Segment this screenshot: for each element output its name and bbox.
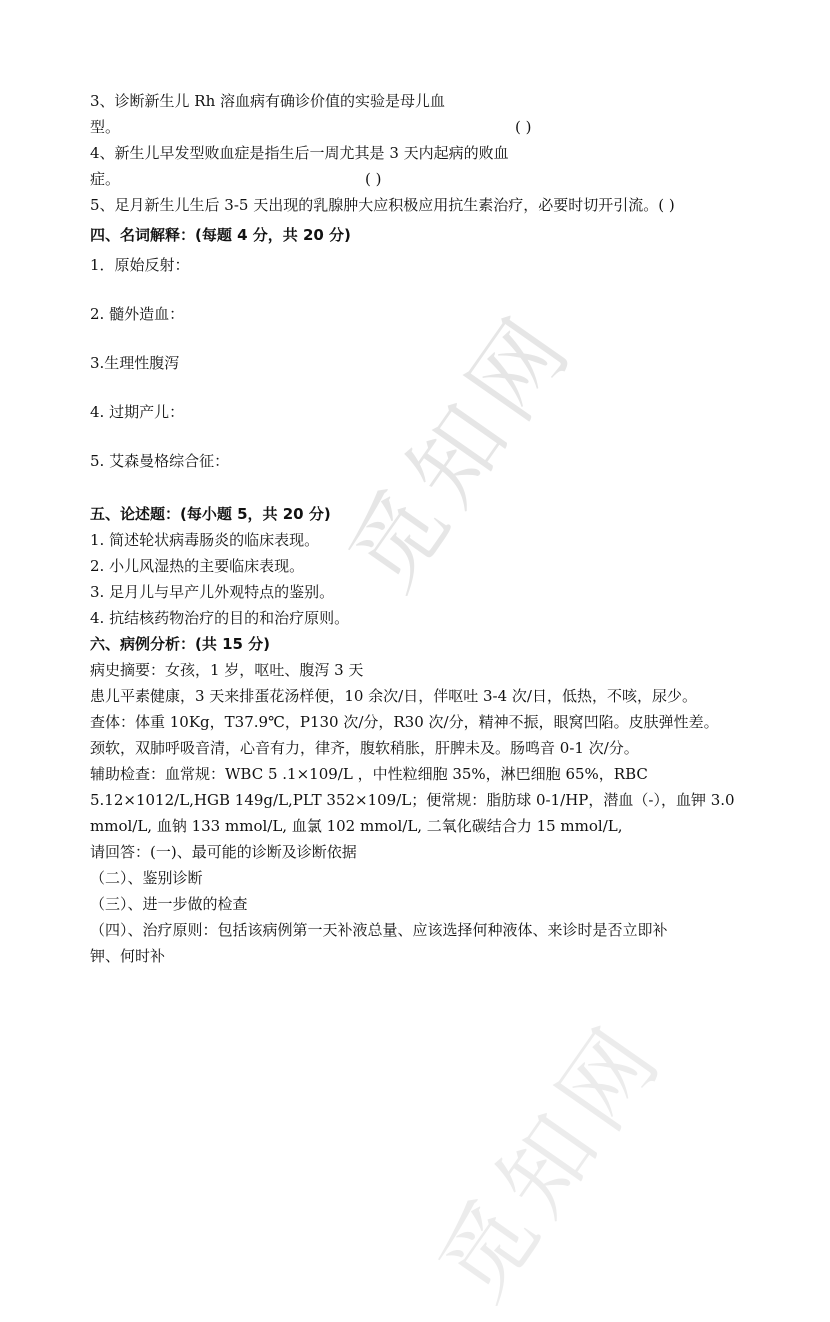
case-question-4: （四）、治疗原则：包括该病例第一天补液总量、应该选择何种液体、来诊时是否立即补 (90, 921, 668, 939)
case-question-3: （三）、进一步做的检查 (90, 895, 248, 913)
essay-item-3: 3. 足月儿与早产儿外观特点的鉴别。 (90, 583, 335, 601)
judge-q5: 5、足月新生儿生后 3-5 天出现的乳腺肿大应积极应用抗生素治疗，必要时切开引流。( ) (90, 196, 675, 214)
judge-q4-answer-blank: ( ) (365, 170, 382, 188)
case-question-1: 请回答：(一)、最可能的诊断及诊断依据 (90, 843, 357, 861)
case-question-4-cont: 钾、何时补 (90, 947, 166, 965)
case-line-6: 5.12×1012/L,HGB 149g/L,PLT 352×109/L；便常规：脂肪球 0-1/HP，潜血（-），血钾 3.0 (90, 791, 735, 809)
essay-item-4: 4. 抗结核药物治疗的目的和治疗原则。 (90, 609, 350, 627)
section-case-heading: 六、病例分析：(共 15 分) (90, 635, 271, 653)
section-essay-heading: 五、论述题：(每小题 5，共 20 分) (90, 505, 331, 523)
judge-q4-line2 (90, 166, 750, 192)
judge-q3-line1: 3、诊断新生儿 Rh 溶血病有确诊价值的实验是母儿血 (90, 92, 446, 110)
case-line-3: 查体：体重 10Kg，T37.9℃，P130 次/分，R30 次/分，精神不振，眼窝凹陷。皮肤弹性差。 (90, 713, 719, 731)
case-line-7: mmol/L, 血钠 133 mmol/L, 血氯 102 mmol/L, 二氧化碳结合力 15 mmol/L, (90, 817, 623, 835)
case-line-4: 颈软，双肺呼吸音清，心音有力，律齐，腹软稍胀，肝脾未及。肠鸣音 0-1 次/分。 (90, 739, 639, 757)
case-line-2: 患儿平素健康，3 天来排蛋花汤样便，10 余次/日，伴呕吐 3-4 次/日，低热，不咳，尿少。 (90, 687, 697, 705)
term-item-4: 4. 过期产儿： (90, 403, 185, 421)
term-item-5: 5. 艾森曼格综合征： (90, 452, 230, 470)
term-item-1: 1．原始反射： (90, 256, 190, 274)
judge-q3-answer-blank: ( ) (515, 118, 532, 136)
section-terms-heading: 四、名词解释：(每题 4 分，共 20 分) (90, 226, 351, 244)
essay-item-2: 2. 小儿风湿热的主要临床表现。 (90, 557, 305, 575)
judge-q4-line1: 4、新生儿早发型败血症是指生后一周尤其是 3 天内起病的败血 (90, 144, 509, 162)
judge-q3-text: 型。 (90, 118, 121, 136)
case-line-5: 辅助检查：血常规：WBC 5 .1×109/L ，中性粒细胞 35%，淋巴细胞 65%，RBC (90, 765, 648, 783)
case-line-1: 病史摘要：女孩，1 岁，呕吐、腹泻 3 天 (90, 661, 364, 679)
essay-item-1: 1. 简述轮状病毒肠炎的临床表现。 (90, 531, 320, 549)
term-item-3: 3.生理性腹泻 (90, 354, 180, 372)
judge-q4-text: 症。 (90, 170, 121, 188)
watermark-bottom: 觅知网 (418, 1001, 686, 1319)
judge-q3-line2 (90, 114, 750, 140)
term-item-2: 2. 髓外造血： (90, 305, 185, 323)
document-body (90, 88, 750, 969)
watermark: 觅知网 (328, 291, 596, 609)
case-question-2: （二）、鉴别诊断 (90, 869, 203, 887)
